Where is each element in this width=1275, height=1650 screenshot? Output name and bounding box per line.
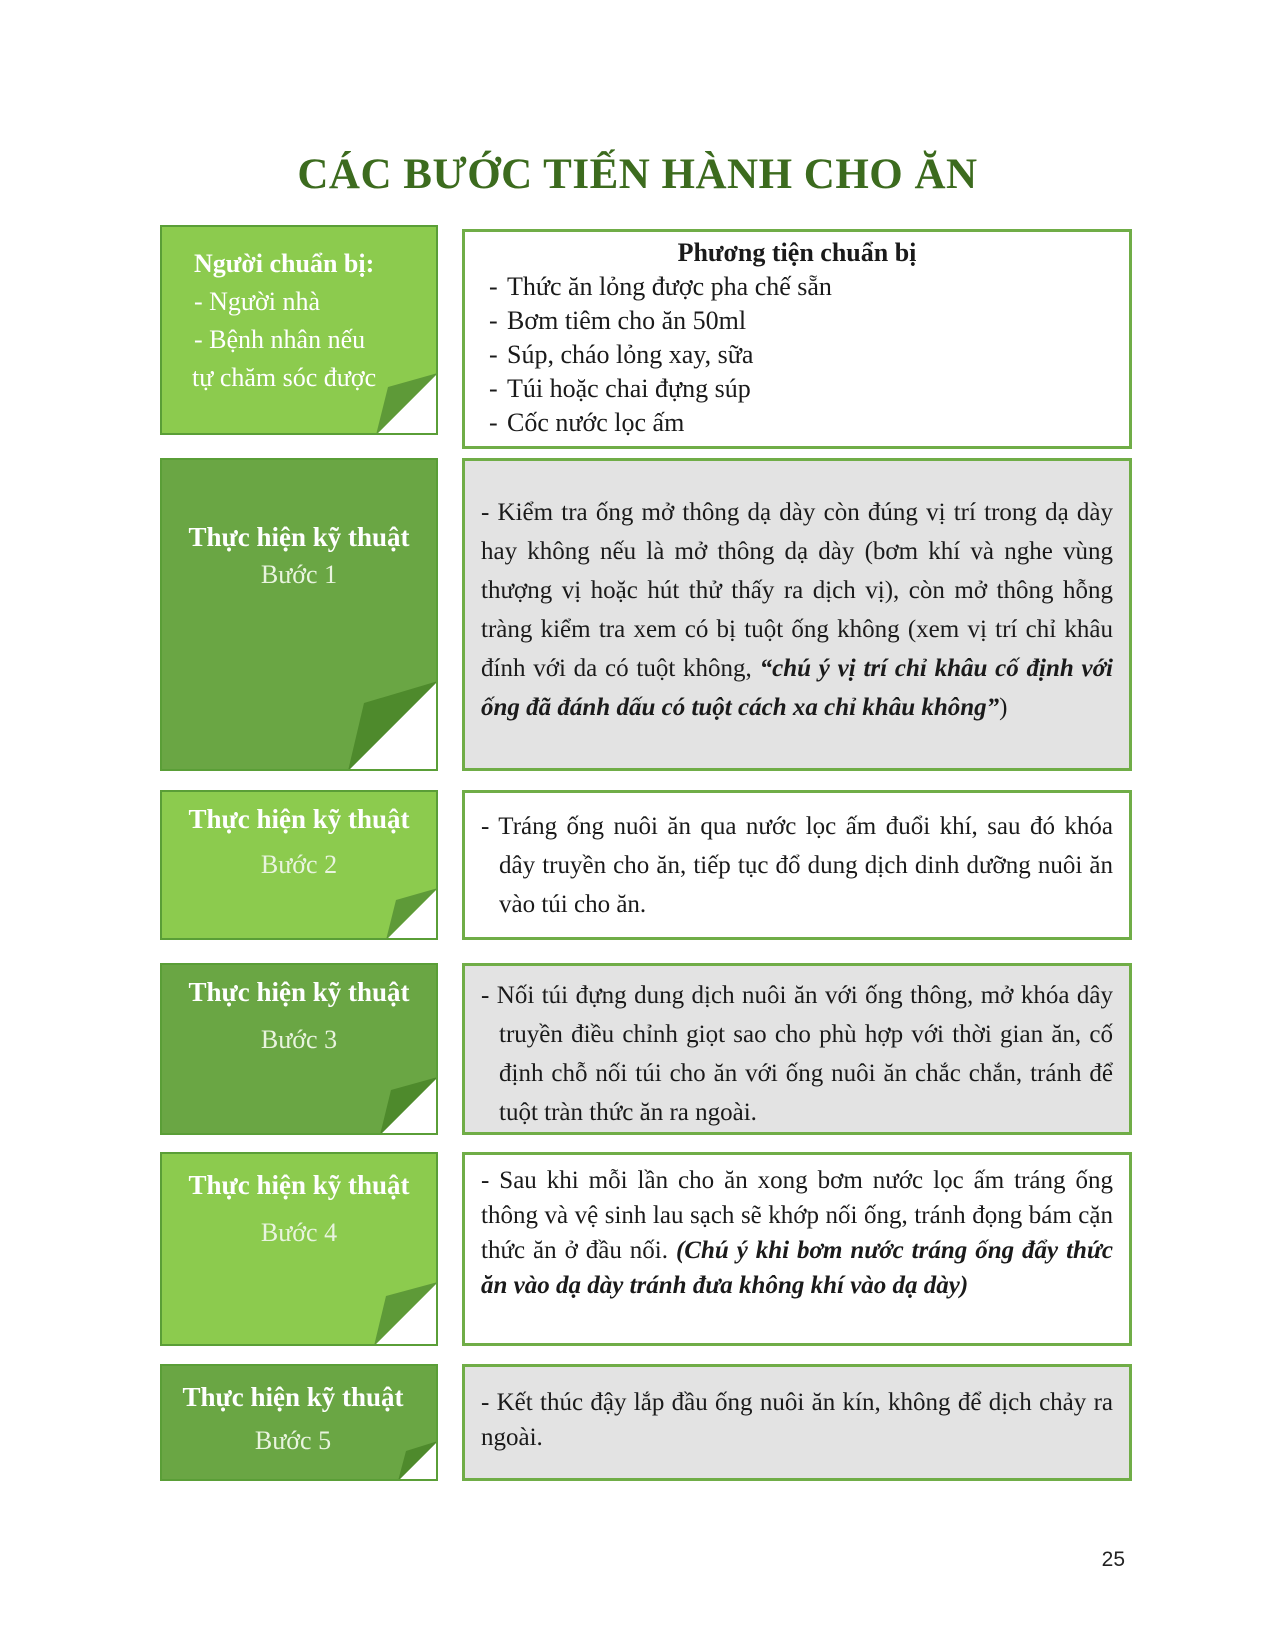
step-1-box [462, 458, 1132, 771]
step-1-tile [160, 458, 438, 771]
step-tile-number: Bước 3 [260, 1025, 338, 1054]
prepare-person-line: - Người nhà [194, 287, 321, 316]
step-tile-title: Thực hiện kỹ thuật [182, 1382, 404, 1412]
step-tile-number: Bước 1 [260, 560, 338, 589]
step-tile-number: Bước 2 [260, 850, 338, 879]
page-curl-icon [386, 888, 438, 940]
step-tile-title: Thực hiện kỹ thuật [188, 977, 410, 1007]
page-curl-icon [374, 1282, 438, 1346]
step-2-box [462, 790, 1132, 940]
prepare-means-list [481, 270, 1113, 440]
prepare-person-tile [160, 225, 438, 435]
step-1-emphasis: “chú ý vị trí chỉ khâu cố định với ống đã đánh dấu có tuột cách xa chỉ khâu không” [481, 655, 1113, 721]
step-1-tail: ) [999, 694, 1008, 721]
page-number: 25 [1101, 1548, 1125, 1571]
step-tile-number: Bước 5 [254, 1426, 332, 1455]
page-curl-icon [376, 373, 438, 435]
prepare-person-line: tự chăm sóc được [192, 363, 377, 392]
step-4-text: - Sau khi mỗi lần cho ăn xong bơm nước lọc ấm tráng ống thông và vệ sinh lau sạch sẽ khớp nối ống, tránh đọng bám cặn thức ăn ở đầu nối. [481, 1167, 1113, 1264]
page-curl-icon [398, 1441, 438, 1481]
step-1-text: - Kiểm tra ống mở thông dạ dày còn đúng vị trí trong dạ dày hay không nếu là mở thông dạ dày (bơm khí và nghe vùng thượng vị hoặc hút thử thấy ra dịch vị), còn mở thông hỗng tràng kiểm tra xem có bị tuột ống không (xem vị trí chỉ khâu đính với da có tuột không, [481, 499, 1113, 682]
prepare-means-heading: Phương tiện chuẩn bị [677, 238, 917, 267]
list-item: - Cốc nước lọc ấm [481, 406, 1113, 440]
page-curl-icon [348, 681, 438, 771]
page-title: CÁC BƯỚC TIẾN HÀNH CHO ĂN [297, 151, 978, 198]
list-item: - Túi hoặc chai đựng súp [481, 372, 1113, 406]
step-tile-number: Bước 4 [260, 1218, 338, 1247]
step-2-tile [160, 790, 438, 940]
step-4-emphasis: (Chú ý khi bơm nước tráng ống đẩy thức ăn vào dạ dày tránh đưa không khí vào dạ dày) [481, 1237, 1114, 1299]
list-item: - Bơm tiêm cho ăn 50ml [481, 304, 1113, 338]
step-3-text: - Nối túi đựng dung dịch nuôi ăn với ống thông, mở khóa dây truyền điều chỉnh giọt sao cho phù hợp với thời gian ăn, cố định chỗ nối túi cho ăn với ống nuôi ăn chắc chắn, tránh để tuột tràn thức ăn ra ngoài. [481, 982, 1113, 1126]
step-tile-title: Thực hiện kỹ thuật [188, 1170, 410, 1200]
list-item: - Thức ăn lỏng được pha chế sẵn [481, 270, 1113, 304]
step-2-text: - Tráng ống nuôi ăn qua nước lọc ấm đuổi khí, sau đó khóa dây truyền cho ăn, tiếp tục đổ dung dịch dinh dưỡng nuôi ăn vào túi cho ăn. [481, 813, 1113, 918]
prepare-means-box [462, 229, 1132, 449]
step-tile-title: Thực hiện kỹ thuật [188, 804, 410, 834]
prepare-person-line: - Bệnh nhân nếu [194, 325, 366, 354]
step-tile-title: Thực hiện kỹ thuật [188, 522, 410, 552]
step-4-box [462, 1152, 1132, 1346]
step-5-text: - Kết thúc đậy lắp đầu ống nuôi ăn kín, không để dịch chảy ra ngoài. [481, 1389, 1113, 1451]
page-curl-icon [380, 1077, 438, 1135]
step-5-tile [160, 1364, 438, 1481]
list-item: - Súp, cháo lỏng xay, sữa [481, 338, 1113, 372]
step-3-box [462, 963, 1132, 1135]
prepare-person-heading: Người chuẩn bị: [194, 249, 375, 278]
step-3-tile [160, 963, 438, 1135]
step-4-tile [160, 1152, 438, 1346]
step-5-box [462, 1364, 1132, 1481]
